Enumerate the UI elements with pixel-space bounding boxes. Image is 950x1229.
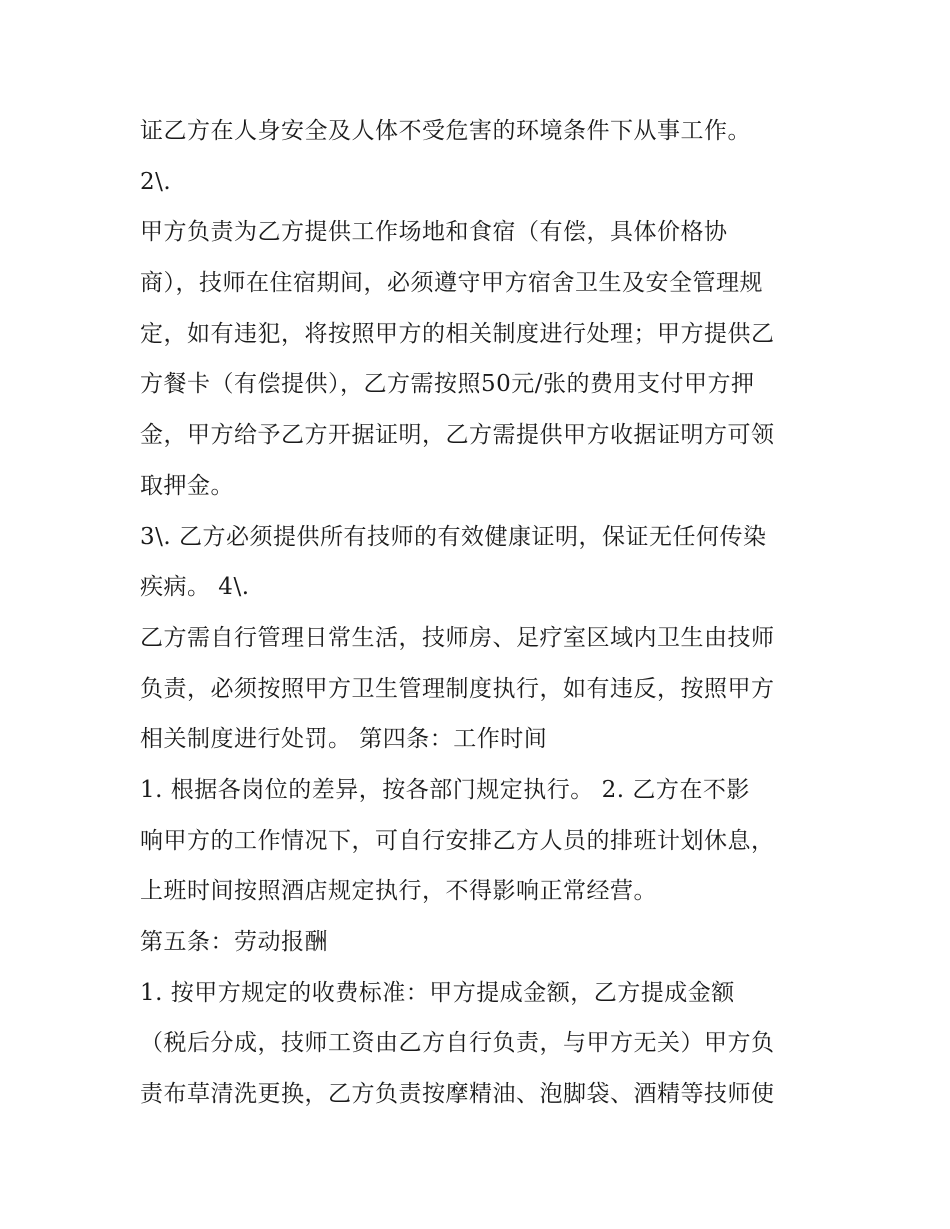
text-line: 负责，必须按照甲方卫生管理制度执行，如有违反，按照甲方 [140, 675, 775, 702]
section-heading: 第五条：劳动报酬 [140, 929, 328, 955]
text-line: 响甲方的工作情况下，可自行安排乙方人员的排班计划休息， [140, 827, 775, 854]
text-line: 3\. 乙方必须提供所有技师的有效健康证明，保证无任何传染 [140, 523, 767, 550]
text-line: 证乙方在人身安全及人体不受危害的环境条件下从事工作。 [140, 118, 751, 144]
text-line: 乙方需自行管理日常生活，技师房、足疗室区域内卫生由技师 [140, 624, 775, 651]
text-line: 方餐卡（有偿提供），乙方需按照50元/张的费用支付甲方押 [140, 371, 755, 398]
text-line: 1. 按甲方规定的收费标准：甲方提成金额，乙方提成金额 [140, 979, 735, 1006]
text-line: 2\. [140, 168, 172, 195]
text-line: （税后分成，技师工资由乙方自行负责，与甲方无关）甲方负 [140, 1030, 775, 1057]
text-line: 疾病。 4\. [140, 574, 250, 601]
contract-text-body [140, 106, 830, 1120]
text-line: 定，如有违犯，将按照甲方的相关制度进行处理；甲方提供乙 [140, 320, 775, 347]
text-line: 金，甲方给予乙方开据证明，乙方需提供甲方收据证明方可领 [140, 422, 775, 449]
section-heading-line: 相关制度进行处罚。 第四条：工作时间 [140, 726, 548, 753]
text-line: 责布草清洗更换，乙方负责按摩精油、泡脚袋、酒精等技师使 [140, 1081, 775, 1108]
text-line: 1. 根据各岗位的差异，按各部门规定执行。 2. 乙方在不影 [140, 776, 750, 803]
text-line: 甲方负责为乙方提供工作场地和食宿（有偿，具体价格协 [140, 219, 728, 246]
text-line: 商），技师在住宿期间，必须遵守甲方宿舍卫生及安全管理规 [140, 270, 763, 297]
text-line: 上班时间按照酒店规定执行，不得影响正常经营。 [140, 878, 657, 905]
text-line: 取押金。 [140, 472, 234, 499]
